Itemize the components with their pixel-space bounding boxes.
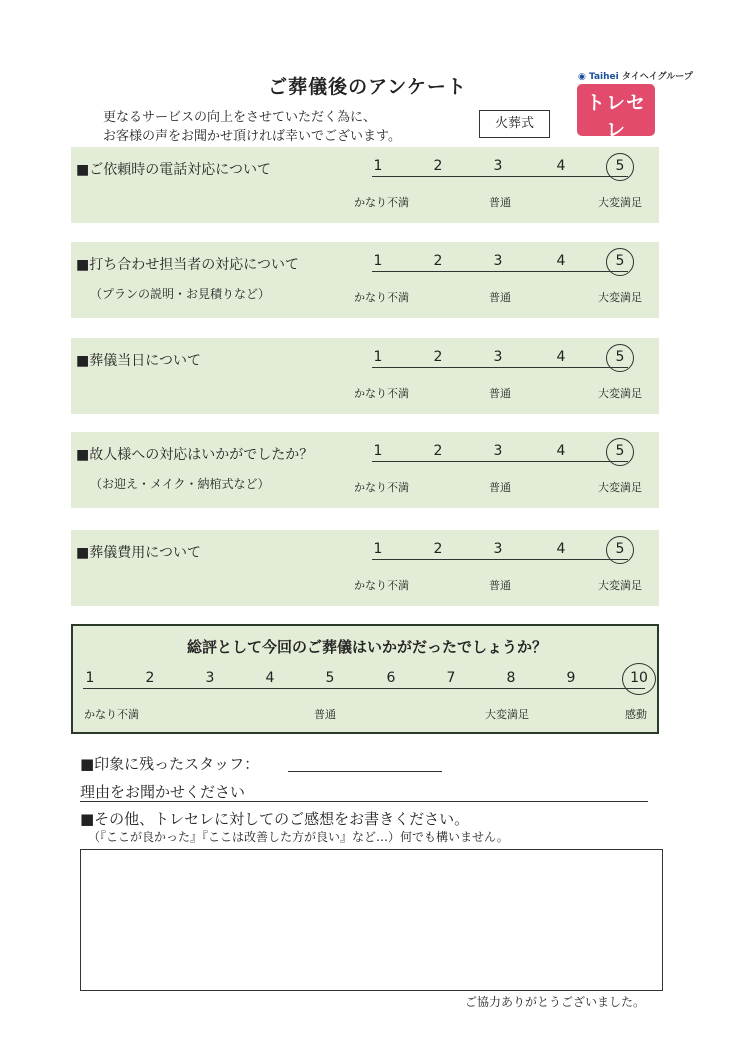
question-label: ■故人様への対応はいかがでしたか？ [76,447,314,463]
scale-label-high: 大変満足 [598,196,642,209]
rating-option-3[interactable]: 3 [493,158,503,174]
page-title: ご葬儀後のアンケート [268,76,467,98]
scale-label-high: 大変満足 [598,387,642,400]
rating-option-4[interactable]: 4 [556,349,566,365]
question-label: ■葬儀費用について [76,545,201,561]
scale-label-mid: 普通 [489,196,511,209]
scale-line [372,176,628,177]
scale-label-mid: 普通 [489,481,511,494]
overall-label-high: 大変満足 [485,708,529,721]
rating-option-5[interactable]: 5 [615,158,625,174]
rating-option-5[interactable]: 5 [615,349,625,365]
question-sublabel: （プランの説明・お見積りなど） [90,287,271,301]
overall-rating-box [71,624,659,734]
question-label: ■葬儀当日について [76,353,201,369]
logo-main-text: トレセレ [585,92,646,141]
comments-hint: （『ここが良かった』『ここは改善した方が良い』など…）何でも構いません。 [88,830,509,844]
scale-line [372,559,628,560]
ceremony-type-box: 火葬式 [479,110,550,138]
overall-option-1[interactable]: 1 [85,670,95,686]
scale-label-high: 大変満足 [598,481,642,494]
rating-option-2[interactable]: 2 [433,158,443,174]
scale-label-mid: 普通 [489,579,511,592]
scale-line [372,461,628,462]
rating-option-2[interactable]: 2 [433,253,443,269]
overall-option-5[interactable]: 5 [325,670,335,686]
group-brand [578,69,693,82]
rating-option-2[interactable]: 2 [433,443,443,459]
scale-label-mid: 普通 [489,291,511,304]
question-label: ■打ち合わせ担当者の対応について [76,257,299,273]
selected-circle-mark [606,344,634,372]
scale-label-high: 大変満足 [598,579,642,592]
overall-option-7[interactable]: 7 [446,670,456,686]
rating-option-1[interactable]: 1 [373,541,383,557]
selected-circle-mark [606,248,634,276]
overall-option-6[interactable]: 6 [386,670,396,686]
scale-label-low: かなり不満 [354,481,409,494]
staff-input-line[interactable] [288,771,442,772]
rating-option-3[interactable]: 3 [493,443,503,459]
taihei-logo-icon: ◉ [578,72,586,82]
rating-option-1[interactable]: 1 [373,158,383,174]
comments-textarea[interactable] [80,849,663,991]
selected-circle-mark [606,153,634,181]
reason-label: 理由をお聞かせください [80,783,246,801]
scale-line [372,271,628,272]
overall-option-4[interactable]: 4 [265,670,275,686]
rating-option-5[interactable]: 5 [615,253,625,269]
intro-line-1: 更なるサービスの向上をさせていただく為に、 [103,110,377,125]
rating-option-4[interactable]: 4 [556,443,566,459]
selected-circle-mark [606,536,634,564]
reason-input-line[interactable] [80,801,648,802]
rating-option-4[interactable]: 4 [556,253,566,269]
scale-label-mid: 普通 [489,387,511,400]
rating-option-3[interactable]: 3 [493,253,503,269]
overall-title: 総評として今回のご葬儀はいかがだったでしょうか？ [186,638,547,656]
scale-label-low: かなり不満 [354,387,409,400]
tresele-logo [577,84,655,141]
overall-option-2[interactable]: 2 [145,670,155,686]
intro-text [103,108,401,146]
intro-line-2: お客様の声をお聞かせ頂ければ幸いでございます。 [103,129,401,144]
group-name-jp: タイヘイグループ [621,72,693,82]
overall-selected-circle-mark [622,663,656,695]
scale-label-low: かなり不満 [354,579,409,592]
question-label: ■ご依頼時の電話対応について [76,162,271,178]
overall-label-top: 感動 [625,708,647,721]
overall-label-mid: 普通 [314,708,336,721]
thanks-text: ご協力ありがとうございました。 [465,995,646,1009]
rating-option-4[interactable]: 4 [556,158,566,174]
scale-label-high: 大変満足 [598,291,642,304]
overall-option-3[interactable]: 3 [205,670,215,686]
overall-option-9[interactable]: 9 [566,670,576,686]
question-sublabel: （お迎え・メイク・納棺式など） [90,477,270,491]
overall-option-10[interactable]: 10 [630,670,648,686]
rating-option-1[interactable]: 1 [373,443,383,459]
rating-option-5[interactable]: 5 [615,443,625,459]
rating-option-2[interactable]: 2 [433,541,443,557]
overall-option-8[interactable]: 8 [506,670,516,686]
rating-option-5[interactable]: 5 [615,541,625,557]
comments-label: ■その他、トレセレに対してのご感想をお書きください。 [80,810,470,828]
rating-option-1[interactable]: 1 [373,253,383,269]
rating-option-4[interactable]: 4 [556,541,566,557]
scale-label-low: かなり不満 [354,196,409,209]
group-name-en: Taihei [589,72,619,82]
scale-line [372,367,628,368]
selected-circle-mark [606,438,634,466]
overall-scale-line [83,688,645,689]
rating-option-1[interactable]: 1 [373,349,383,365]
staff-label: ■印象に残ったスタッフ： [80,755,260,773]
rating-option-3[interactable]: 3 [493,349,503,365]
scale-label-low: かなり不満 [354,291,409,304]
overall-label-low: かなり不満 [84,708,139,721]
rating-option-2[interactable]: 2 [433,349,443,365]
rating-option-3[interactable]: 3 [493,541,503,557]
